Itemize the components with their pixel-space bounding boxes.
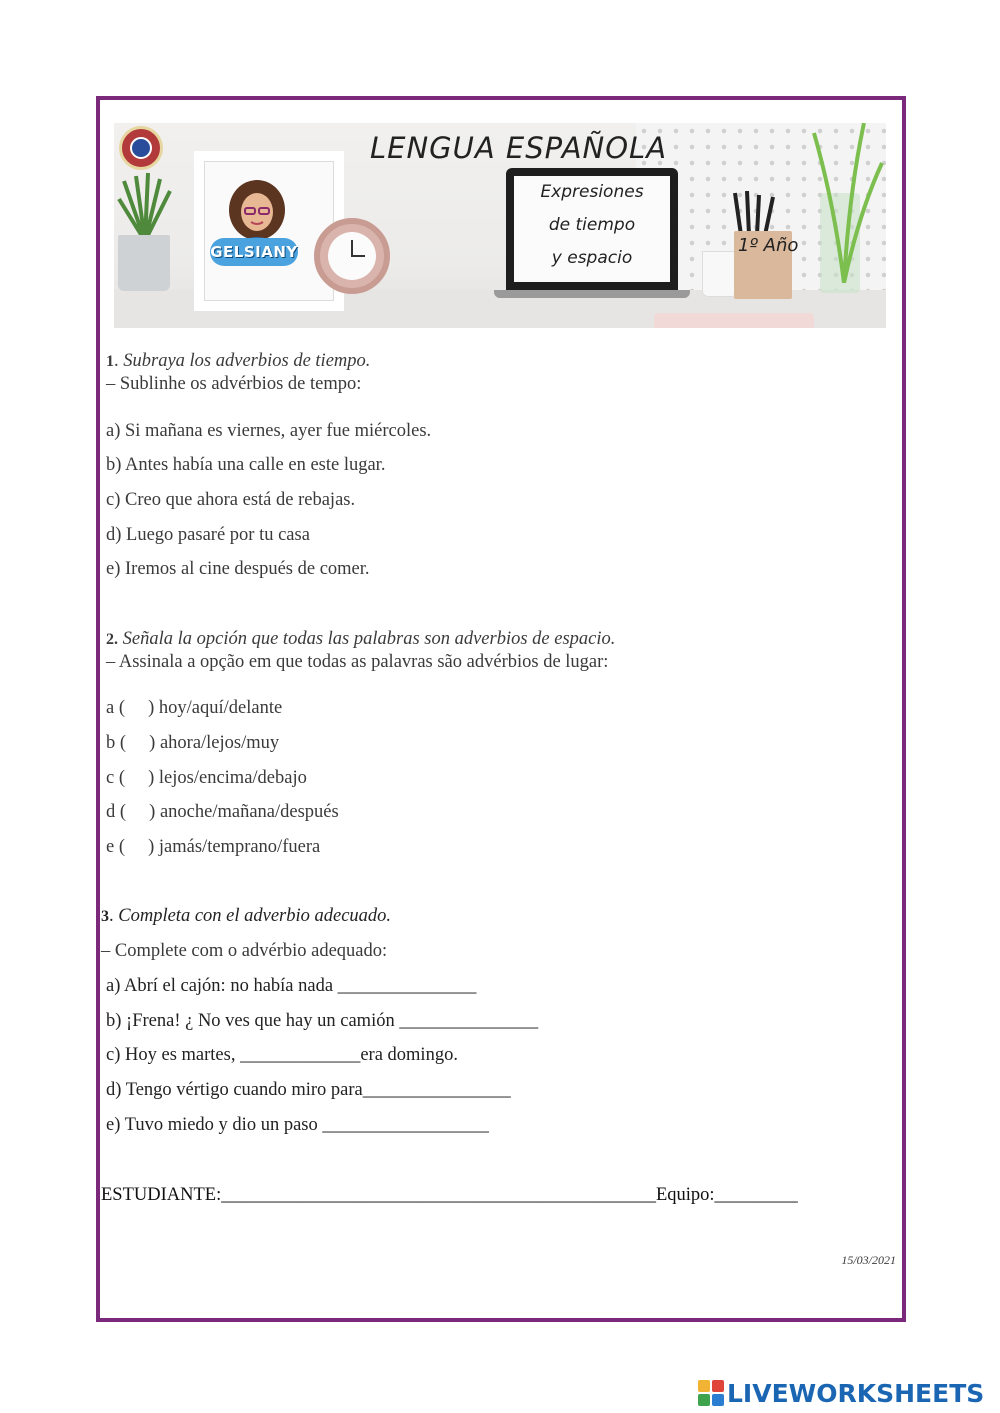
plant-icon xyxy=(114,171,176,241)
laptop xyxy=(506,168,678,290)
alarm-clock-icon xyxy=(314,218,390,294)
worksheet-date: 15/03/2021 xyxy=(841,1253,896,1267)
header-banner xyxy=(114,123,886,328)
q3-item-a[interactable]: a) Abrí el cajón: no había nada _______________ xyxy=(106,976,477,996)
q3-title: 3. Completa con el adverbio adecuado. xyxy=(101,906,392,926)
laptop-base xyxy=(494,290,690,298)
liveworksheets-logo-icon xyxy=(698,1380,724,1406)
q1-item-d[interactable]: d) Luego pasaré por tu casa xyxy=(106,525,310,545)
leaves-icon xyxy=(804,123,884,283)
q2-option-e[interactable]: e ( ) jamás/temprano/fuera xyxy=(106,837,321,857)
q3-item-d[interactable]: d) Tengo vértigo cuando miro para________________ xyxy=(106,1080,511,1100)
q1-title-text: Subraya los adverbios de tiempo. xyxy=(123,351,371,371)
q2-title-text: Señala la opción que todas las palabras son adverbios de espacio. xyxy=(122,629,616,649)
avatar-name-badge: GELSIANY xyxy=(210,238,298,266)
plant-pot xyxy=(118,235,170,291)
q2-number: 2. xyxy=(106,631,118,648)
screen-line: de tiempo xyxy=(548,215,636,235)
q1-item-b[interactable]: b) Antes había una calle en este lugar. xyxy=(106,455,386,475)
q3-item-e[interactable]: e) Tuvo miedo y dio un paso __________________ xyxy=(106,1115,489,1135)
banner-title: LENGUA ESPAÑOLA xyxy=(370,131,668,165)
student-line[interactable]: ESTUDIANTE:_______________________________________________Equipo:_________ xyxy=(101,1185,798,1205)
q2-option-b[interactable]: b ( ) ahora/lejos/muy xyxy=(106,733,280,753)
laptop-screen xyxy=(514,176,670,282)
q1-title: 1. Subraya los adverbios de tiempo. xyxy=(106,351,371,371)
screen-line: y espacio xyxy=(551,248,633,268)
q1-number: 1 xyxy=(106,353,114,370)
q3-title-text: Completa con el adverbio adecuado. xyxy=(118,906,392,926)
brand-text: LIVEWORKSHEETS xyxy=(727,1378,985,1408)
q1-item-c[interactable]: c) Creo que ahora está de rebajas. xyxy=(106,490,356,510)
q2-option-c[interactable]: c ( ) lejos/encima/debajo xyxy=(106,768,307,788)
pencils-icon xyxy=(729,191,779,235)
q3-number: 3 xyxy=(101,908,109,925)
school-logo xyxy=(119,126,163,170)
q3-item-b[interactable]: b) ¡Frena! ¿ No ves que hay un camión _______________ xyxy=(106,1011,539,1031)
q2-option-d[interactable]: d ( ) anoche/mañana/después xyxy=(106,802,339,822)
q2-option-a[interactable]: a ( ) hoy/aquí/delante xyxy=(106,698,283,718)
q1-item-a[interactable]: a) Si mañana es viernes, ayer fue miércoles. xyxy=(106,421,432,441)
q2-subtitle: – Assinala a opção em que todas as palavras são advérbios de lugar: xyxy=(106,652,609,672)
q1-subtitle: – Sublinhe os advérbios de tempo: xyxy=(106,374,362,394)
q2-title xyxy=(106,629,615,650)
q1-item-e[interactable]: e) Iremos al cine después de comer. xyxy=(106,559,370,579)
cup-icon xyxy=(702,251,738,297)
screen-line: Expresiones xyxy=(540,182,644,202)
liveworksheets-brand[interactable] xyxy=(698,1377,984,1409)
q3-item-c[interactable]: c) Hoy es martes, _____________era domingo. xyxy=(106,1045,458,1065)
year-label: 1º Año xyxy=(738,235,799,256)
desk-mat xyxy=(654,313,814,328)
q3-subtitle: – Complete com o advérbio adequado: xyxy=(101,941,388,961)
